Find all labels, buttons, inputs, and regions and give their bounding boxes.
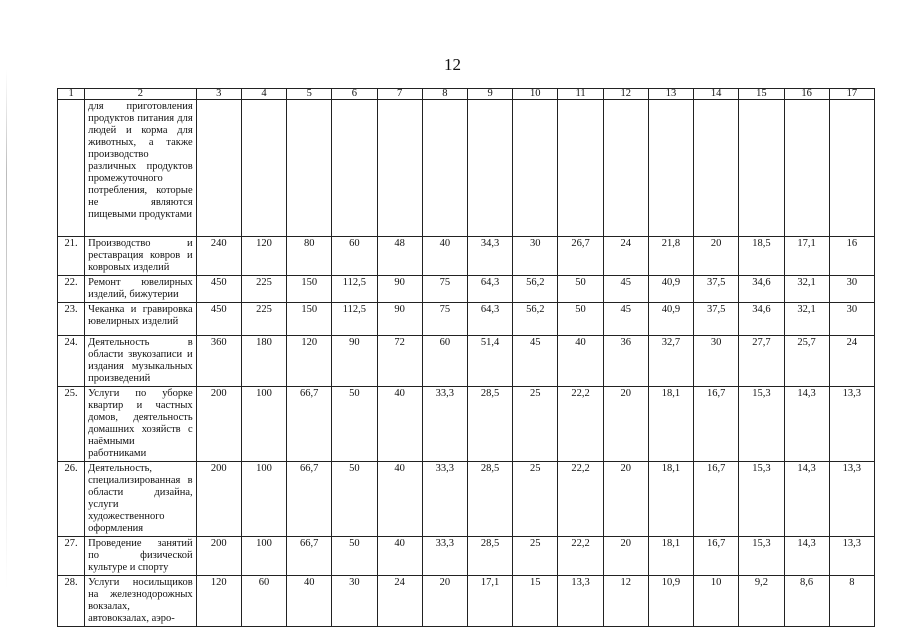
header-cell: 13: [648, 89, 693, 100]
value-cell: 66,7: [287, 387, 332, 462]
value-cell: [558, 100, 603, 237]
value-cell: 45: [513, 336, 558, 387]
value-cell: [241, 100, 286, 237]
row-number: 24.: [58, 336, 85, 387]
header-cell: 2: [85, 89, 197, 100]
value-cell: 30: [829, 303, 874, 336]
row-number: 22.: [58, 276, 85, 303]
value-cell: 25: [513, 387, 558, 462]
value-cell: 100: [241, 387, 286, 462]
page-number: 12: [444, 55, 461, 74]
value-cell: 30: [694, 336, 739, 387]
value-cell: 18,1: [648, 387, 693, 462]
header-cell: 7: [377, 89, 422, 100]
value-cell: 27,7: [739, 336, 784, 387]
value-cell: 450: [196, 276, 241, 303]
value-cell: 25: [513, 537, 558, 576]
value-cell: 40,9: [648, 303, 693, 336]
value-cell: 40: [287, 576, 332, 627]
value-cell: 64,3: [467, 276, 512, 303]
header-cell: 12: [603, 89, 648, 100]
value-cell: 18,1: [648, 462, 693, 537]
value-cell: 50: [332, 537, 377, 576]
value-cell: 120: [241, 237, 286, 276]
value-cell: 13,3: [829, 387, 874, 462]
value-cell: 13,3: [829, 462, 874, 537]
header-cell: 15: [739, 89, 784, 100]
value-cell: 21,8: [648, 237, 693, 276]
tariff-table: [57, 88, 875, 627]
table-body: [58, 89, 875, 627]
value-cell: 24: [829, 336, 874, 387]
value-cell: 100: [241, 462, 286, 537]
value-cell: 200: [196, 537, 241, 576]
header-row: [58, 89, 875, 100]
value-cell: 56,2: [513, 303, 558, 336]
value-cell: 240: [196, 237, 241, 276]
value-cell: 120: [287, 336, 332, 387]
value-cell: 10: [694, 576, 739, 627]
row-number: [58, 100, 85, 237]
value-cell: 14,3: [784, 537, 829, 576]
value-cell: 22,2: [558, 537, 603, 576]
value-cell: 40: [377, 537, 422, 576]
value-cell: [603, 100, 648, 237]
header-cell: 5: [287, 89, 332, 100]
value-cell: 22,2: [558, 387, 603, 462]
row-number: 27.: [58, 537, 85, 576]
value-cell: 26,7: [558, 237, 603, 276]
scan-edge-shadow: [6, 70, 7, 590]
row-number: 21.: [58, 237, 85, 276]
value-cell: 200: [196, 462, 241, 537]
value-cell: 34,3: [467, 237, 512, 276]
value-cell: 12: [603, 576, 648, 627]
value-cell: 60: [332, 237, 377, 276]
value-cell: 25,7: [784, 336, 829, 387]
value-cell: 18,1: [648, 537, 693, 576]
value-cell: 17,1: [784, 237, 829, 276]
value-cell: [467, 100, 512, 237]
table-row: [58, 537, 875, 576]
value-cell: 50: [558, 276, 603, 303]
value-cell: 22,2: [558, 462, 603, 537]
value-cell: 13,3: [829, 537, 874, 576]
value-cell: [287, 100, 332, 237]
value-cell: 24: [603, 237, 648, 276]
value-cell: 60: [422, 336, 467, 387]
value-cell: 25: [513, 462, 558, 537]
value-cell: 15,3: [739, 387, 784, 462]
value-cell: 66,7: [287, 462, 332, 537]
value-cell: 48: [377, 237, 422, 276]
value-cell: 50: [332, 462, 377, 537]
value-cell: 360: [196, 336, 241, 387]
value-cell: 40: [558, 336, 603, 387]
value-cell: [829, 100, 874, 237]
value-cell: 225: [241, 276, 286, 303]
value-cell: 18,5: [739, 237, 784, 276]
activity-description: Ремонт ювелирных изделий, бижутерии: [85, 276, 197, 303]
value-cell: [739, 100, 784, 237]
value-cell: 33,3: [422, 462, 467, 537]
value-cell: 34,6: [739, 276, 784, 303]
header-cell: 10: [513, 89, 558, 100]
table-row: [58, 336, 875, 387]
row-number: 23.: [58, 303, 85, 336]
value-cell: 40: [422, 237, 467, 276]
value-cell: 10,9: [648, 576, 693, 627]
value-cell: [196, 100, 241, 237]
value-cell: 45: [603, 303, 648, 336]
activity-description: Услуги носильщиков на железнодорожных вокзалах, автовокзалах, аэро-: [85, 576, 197, 627]
value-cell: 50: [332, 387, 377, 462]
value-cell: 8: [829, 576, 874, 627]
table-row: [58, 276, 875, 303]
value-cell: [513, 100, 558, 237]
value-cell: [784, 100, 829, 237]
value-cell: 15,3: [739, 462, 784, 537]
value-cell: 40: [377, 387, 422, 462]
value-cell: 37,5: [694, 276, 739, 303]
value-cell: 50: [558, 303, 603, 336]
value-cell: 16,7: [694, 462, 739, 537]
value-cell: 150: [287, 303, 332, 336]
value-cell: 33,3: [422, 387, 467, 462]
value-cell: 20: [603, 462, 648, 537]
value-cell: 30: [332, 576, 377, 627]
table-row: [58, 237, 875, 276]
value-cell: 14,3: [784, 462, 829, 537]
value-cell: 28,5: [467, 387, 512, 462]
activity-description: Чеканка и гравировка ювелирных изделий: [85, 303, 197, 336]
value-cell: 14,3: [784, 387, 829, 462]
header-cell: 9: [467, 89, 512, 100]
value-cell: 150: [287, 276, 332, 303]
value-cell: 33,3: [422, 537, 467, 576]
value-cell: 13,3: [558, 576, 603, 627]
table-row: [58, 303, 875, 336]
value-cell: 72: [377, 336, 422, 387]
table-row: [58, 387, 875, 462]
value-cell: 20: [603, 387, 648, 462]
value-cell: 20: [422, 576, 467, 627]
value-cell: [377, 100, 422, 237]
value-cell: 34,6: [739, 303, 784, 336]
header-cell: 16: [784, 89, 829, 100]
activity-description: Услуги по уборке квартир и частных домов, деятельность домашних хозяйств с наёмными работниками: [85, 387, 197, 462]
table-row: [58, 576, 875, 627]
value-cell: 75: [422, 303, 467, 336]
value-cell: 112,5: [332, 303, 377, 336]
value-cell: 30: [513, 237, 558, 276]
value-cell: 45: [603, 276, 648, 303]
table-row: [58, 462, 875, 537]
value-cell: 75: [422, 276, 467, 303]
value-cell: 40,9: [648, 276, 693, 303]
value-cell: 180: [241, 336, 286, 387]
value-cell: 16: [829, 237, 874, 276]
value-cell: 16,7: [694, 537, 739, 576]
activity-description: для приготовления продуктов питания для людей и корма для животных, а также производство различных продуктов промежуточного потребления, которые не являются пищевыми продуктами: [85, 100, 197, 237]
header-cell: 1: [58, 89, 85, 100]
table-row: [58, 100, 875, 237]
header-cell: 8: [422, 89, 467, 100]
value-cell: 200: [196, 387, 241, 462]
header-cell: 14: [694, 89, 739, 100]
value-cell: 90: [377, 276, 422, 303]
value-cell: [332, 100, 377, 237]
value-cell: 80: [287, 237, 332, 276]
value-cell: 8,6: [784, 576, 829, 627]
value-cell: 32,1: [784, 303, 829, 336]
value-cell: 32,7: [648, 336, 693, 387]
value-cell: 90: [377, 303, 422, 336]
value-cell: [422, 100, 467, 237]
value-cell: 24: [377, 576, 422, 627]
activity-description: Производство и реставрация ковров и ковровых изделий: [85, 237, 197, 276]
value-cell: 60: [241, 576, 286, 627]
value-cell: 225: [241, 303, 286, 336]
activity-description: Деятельность, специализированная в области дизайна, услуги художественного оформления: [85, 462, 197, 537]
value-cell: 32,1: [784, 276, 829, 303]
value-cell: [648, 100, 693, 237]
header-cell: 11: [558, 89, 603, 100]
value-cell: 56,2: [513, 276, 558, 303]
header-cell: 3: [196, 89, 241, 100]
value-cell: 64,3: [467, 303, 512, 336]
value-cell: 15,3: [739, 537, 784, 576]
value-cell: 20: [603, 537, 648, 576]
value-cell: 120: [196, 576, 241, 627]
value-cell: 17,1: [467, 576, 512, 627]
row-number: 25.: [58, 387, 85, 462]
row-number: 28.: [58, 576, 85, 627]
header-cell: 17: [829, 89, 874, 100]
header-cell: 4: [241, 89, 286, 100]
activity-description: Деятельность в области звукозаписи и издания музыкальных произведений: [85, 336, 197, 387]
value-cell: 66,7: [287, 537, 332, 576]
value-cell: 51,4: [467, 336, 512, 387]
value-cell: 100: [241, 537, 286, 576]
header-cell: 6: [332, 89, 377, 100]
value-cell: 450: [196, 303, 241, 336]
value-cell: 112,5: [332, 276, 377, 303]
row-number: 26.: [58, 462, 85, 537]
value-cell: 9,2: [739, 576, 784, 627]
value-cell: 37,5: [694, 303, 739, 336]
value-cell: 15: [513, 576, 558, 627]
value-cell: 28,5: [467, 537, 512, 576]
value-cell: [694, 100, 739, 237]
value-cell: 20: [694, 237, 739, 276]
value-cell: 90: [332, 336, 377, 387]
value-cell: 40: [377, 462, 422, 537]
value-cell: 28,5: [467, 462, 512, 537]
value-cell: 16,7: [694, 387, 739, 462]
value-cell: 30: [829, 276, 874, 303]
activity-description: Проведение занятий по физической культуре и спорту: [85, 537, 197, 576]
value-cell: 36: [603, 336, 648, 387]
